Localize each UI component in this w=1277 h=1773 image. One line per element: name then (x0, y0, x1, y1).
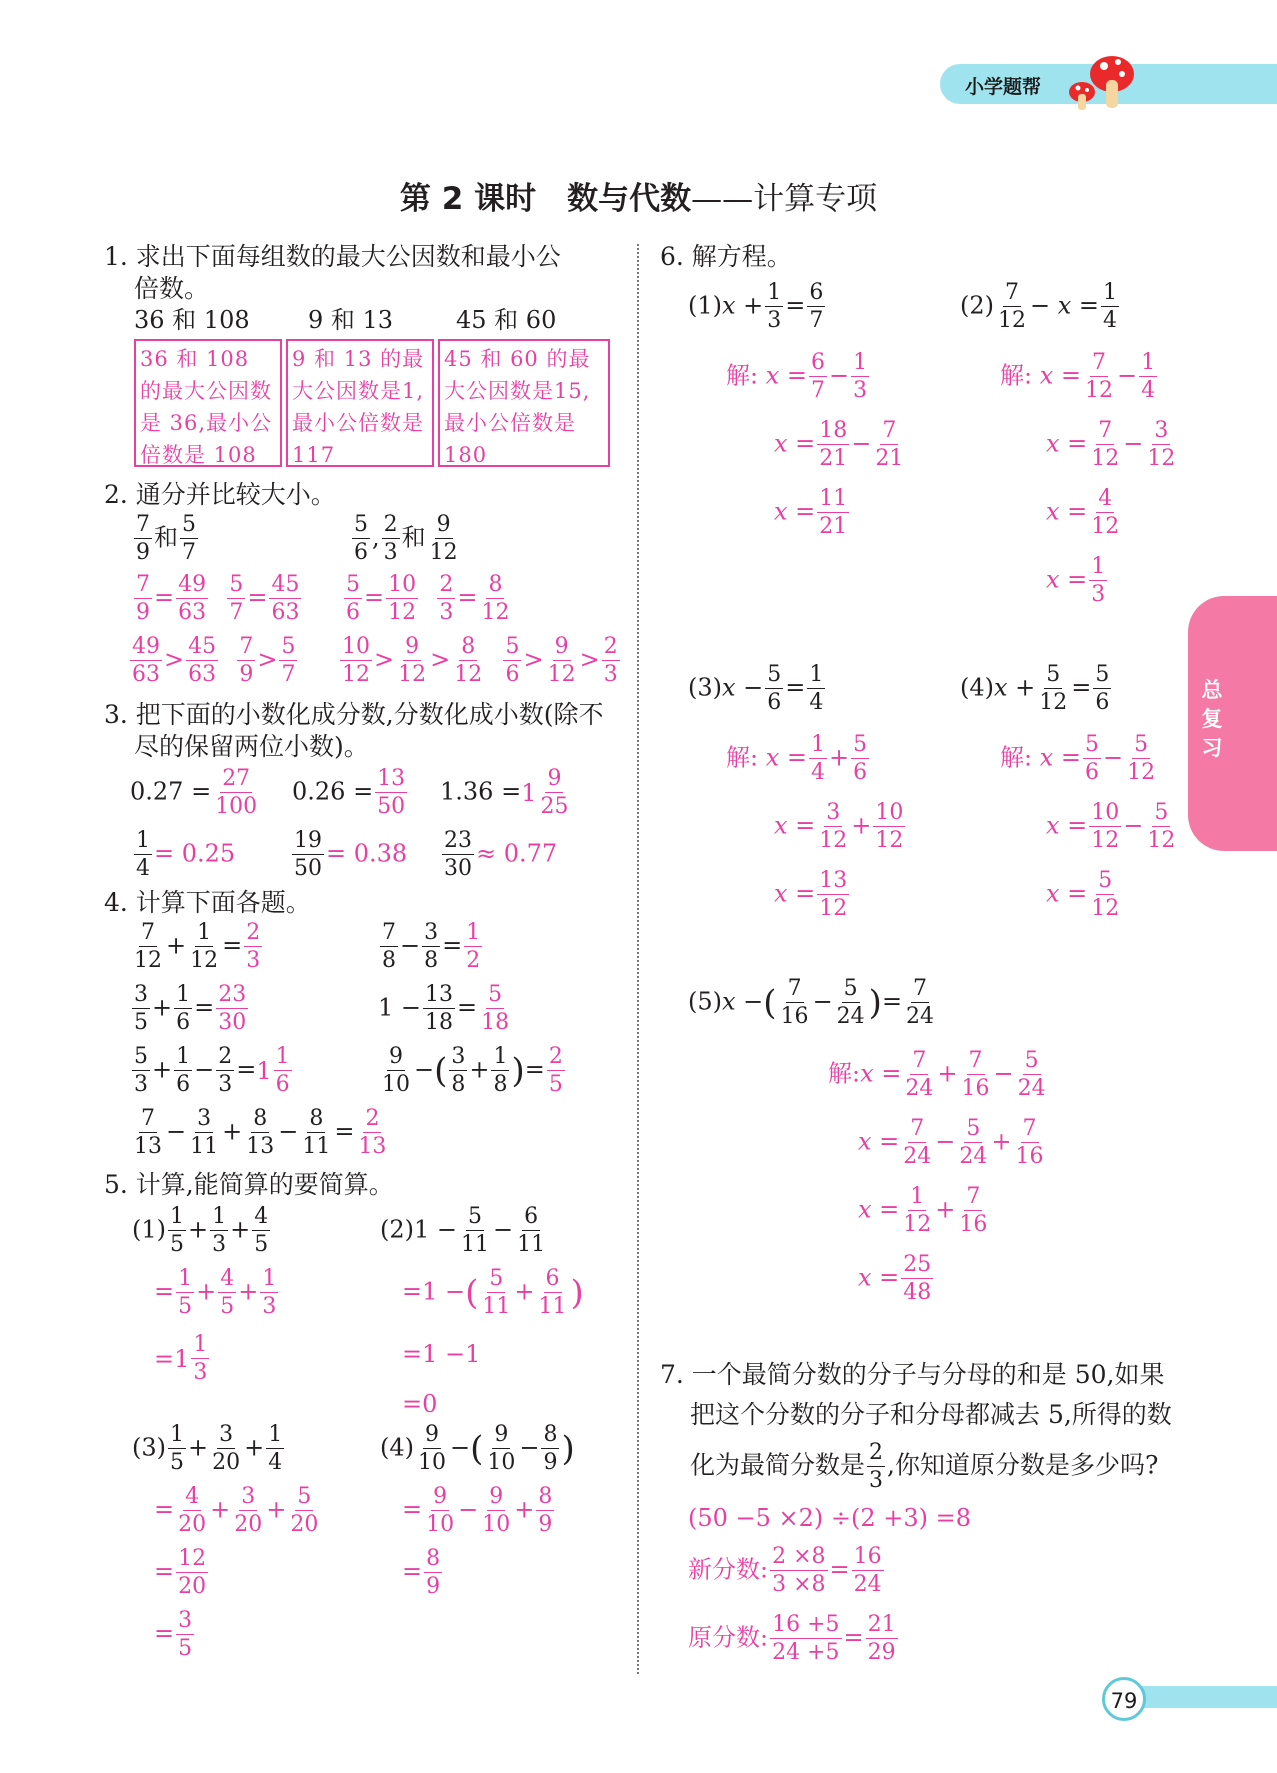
q6-5-step-2: x = $\frac{7}{24}$ − $\frac{5}{24}$ + $\frac{7}{16}$ (858, 1116, 1044, 1169)
q3-prompt-2: 尽的保留两位小数)。 (134, 732, 369, 761)
q3-item-1: 0.27 = $\frac{27}{100}$ (130, 766, 258, 819)
footer-band (1125, 1686, 1277, 1708)
q1-group-3: 45 和 60 (456, 306, 557, 334)
q6-1-step-1: 解: x = $\frac{6}{7}$ − $\frac{1}{3}$ (726, 350, 868, 403)
q6-2-step-3: x = $\frac{4}{12}$ (1046, 486, 1120, 539)
mushroom-icon (1060, 44, 1140, 114)
q5-item-4: (4) $\frac{9}{10}$ −( $\frac{9}{10}$ − $\frac{8}{9}$ ) (380, 1422, 575, 1475)
q4-item-5: $\frac{5}{3}$ + $\frac{1}{6}$ − $\frac{2}{3}$ = 1 1 6 (134, 1044, 290, 1097)
q4-item-6: $\frac{9}{10}$ −( $\frac{3}{8}$ + $\frac{1}{8}$ )= $\frac{2}{5}$ (382, 1044, 563, 1097)
q5-item-3: (3) $\frac{1}{5}$ + $\frac{3}{20}$ + $\frac{1}{4}$ (132, 1422, 283, 1475)
q6-5-step-4: x = $\frac{25}{48}$ (858, 1252, 932, 1305)
q6-eq-2: (2) $\frac{7}{12}$ − x = $\frac{1}{4}$ (960, 280, 1118, 333)
page-number: 79 (1110, 1689, 1138, 1713)
q4-prompt: 4. 计算下面各题。 (104, 888, 311, 917)
q1-group-2: 9 和 13 (308, 306, 394, 334)
q1-answer-3: 45 和 60 的最大公因数是15,最小公倍数是 180 (438, 339, 610, 467)
q2-prompt: 2. 通分并比较大小。 (104, 480, 336, 509)
q5-prompt: 5. 计算,能简算的要简算。 (104, 1170, 394, 1199)
q6-2-step-4: x = $\frac{1}{3}$ (1046, 554, 1106, 607)
q3-item-6: $\frac{23}{30}$ ≈ 0.77 (444, 828, 558, 881)
q4-item-2: $\frac{7}{8}$ − $\frac{3}{8}$ = $\frac{1}{2}$ (382, 920, 481, 973)
q1-group-1: 36 和 108 (134, 306, 250, 334)
q6-4-step-3: x = $\frac{5}{12}$ (1046, 868, 1120, 921)
q4-item-1: $\frac{7}{12}$ + $\frac{1}{12}$ = $\frac{2}{3}$ (134, 920, 261, 973)
title-main: 第 2 课时 数与代数 (399, 181, 692, 217)
q1-prompt-1: 1. 求出下面每组数的最大公因数和最小公 (104, 242, 561, 271)
q6-4-step-1: 解: x = $\frac{5}{6}$ − $\frac{5}{12}$ (1000, 732, 1156, 785)
q5-3-step-2: = $\frac{12}{20}$ (154, 1546, 207, 1599)
q5-2-step-3: =0 (402, 1390, 438, 1418)
q6-3-step-3: x = $\frac{13}{12}$ (774, 868, 848, 921)
q7-line-3: 化为最简分数是 $\frac{2}{3}$ ,你知道原分数是多少吗? (690, 1440, 1159, 1493)
q5-4-step-1: = $\frac{9}{10}$ − $\frac{9}{10}$ + $\frac{8}{9}$ (402, 1484, 553, 1537)
q2-answer-2b: $\frac{10}{12}$ > $\frac{9}{12}$ > $\frac{8}{12}$ $\frac{5}{6}$ > $\frac{9}{12}$ > $\frac{2}{3}$ (342, 634, 618, 687)
q6-eq-5: (5)x −( $\frac{7}{16}$ − $\frac{5}{24}$ )= $\frac{7}{24}$ (688, 976, 935, 1029)
q2-item-1: $\frac{7}{9}$ 和 $\frac{5}{7}$ (136, 512, 196, 565)
q5-1-step-2: =1 1 3 (154, 1332, 208, 1385)
q6-2-step-2: x = $\frac{7}{12}$ − $\frac{3}{12}$ (1046, 418, 1176, 471)
q6-eq-1: (1)x + $\frac{1}{3}$ = $\frac{6}{7}$ (688, 280, 824, 333)
q6-eq-3: (3)x − $\frac{5}{6}$ = $\frac{1}{4}$ (688, 662, 824, 715)
q6-1-step-2: x = $\frac{18}{21}$ − $\frac{7}{21}$ (774, 418, 904, 471)
q3-item-3: 1.36 = 1 9 25 (440, 766, 569, 819)
q6-5-step-3: x = $\frac{1}{12}$ + $\frac{7}{16}$ (858, 1184, 988, 1237)
q6-prompt: 6. 解方程。 (660, 242, 792, 271)
column-divider (637, 244, 639, 1674)
page-title (0, 173, 1277, 218)
title-sub: ——计算专项 (691, 181, 878, 217)
q3-item-5: $\frac{19}{50}$ = 0.38 (294, 828, 408, 881)
q2-item-2: $\frac{5}{6}$ , $\frac{2}{3}$ 和 $\frac{9}{12}$ (354, 512, 458, 565)
brand-label: 小学题帮 (965, 76, 1042, 98)
q2-answer-1a: $\frac{7}{9}$ = $\frac{49}{63}$ $\frac{5}{7}$ = $\frac{45}{63}$ (136, 572, 300, 625)
q6-3-step-1: 解: x = $\frac{1}{4}$ + $\frac{5}{6}$ (726, 732, 868, 785)
q4-item-7: $\frac{7}{13}$ − $\frac{3}{11}$ + $\frac{8}{13}$ − $\frac{8}{11}$ = $\frac{2}{13}$ (134, 1106, 387, 1159)
q5-2-step-2: =1 −1 (402, 1340, 481, 1368)
q1-prompt-2: 倍数。 (134, 274, 210, 303)
q3-item-4: $\frac{1}{4}$ = 0.25 (136, 828, 236, 881)
q3-prompt-1: 3. 把下面的小数化成分数,分数化成小数(除不 (104, 700, 604, 729)
q4-item-3: $\frac{3}{5}$ + $\frac{1}{6}$ = $\frac{23}{30}$ (134, 982, 247, 1035)
side-tab-label: 总复习 (1201, 678, 1223, 760)
q6-2-step-1: 解: x = $\frac{7}{12}$ − $\frac{1}{4}$ (1000, 350, 1156, 403)
q6-5-step-1: 解:x = $\frac{7}{24}$ + $\frac{7}{16}$ − $\frac{5}{24}$ (828, 1048, 1046, 1101)
q5-2-step-1: =1 −( $\frac{5}{11}$ + $\frac{6}{11}$ ) (402, 1266, 584, 1319)
q5-item-1: (1) $\frac{1}{5}$ + $\frac{1}{3}$ + $\frac{4}{5}$ (132, 1204, 269, 1257)
q6-3-step-2: x = $\frac{3}{12}$ + $\frac{10}{12}$ (774, 800, 904, 853)
q1-answer-2: 9 和 13 的最大公因数是1,最小公倍数是 117 (286, 339, 434, 467)
q7-line-2: 把这个分数的分子和分母都减去 5,所得的数 (690, 1400, 1172, 1429)
q7-calc: (50 −5 ×2) ÷(2 +3) =8 (688, 1504, 972, 1532)
q5-1-step-1: = $\frac{1}{5}$ + $\frac{4}{5}$ + $\frac{1}{3}$ (154, 1266, 277, 1319)
q7-original-fraction: 原分数: $\frac{16 +5}{24 +5}$ = $\frac{21}{29}$ (688, 1612, 896, 1665)
q5-item-2: (2)1 − $\frac{5}{11}$ − $\frac{6}{11}$ (380, 1204, 546, 1257)
q2-answer-2a: $\frac{5}{6}$ = $\frac{10}{12}$ $\frac{2}{3}$ = $\frac{8}{12}$ (346, 572, 510, 625)
q5-3-step-3: = $\frac{3}{5}$ (154, 1608, 193, 1661)
q7-new-fraction: 新分数: $\frac{2 \times 8}{3 \times 8}$ = $\frac{16}{24}$ (688, 1544, 882, 1597)
q7-line-1: 7. 一个最简分数的分子与分母的和是 50,如果 (660, 1360, 1165, 1389)
q1-answer-1: 36 和 108 的最大公因数是 36,最小公倍数是 108 (134, 339, 282, 467)
q5-3-step-1: = $\frac{4}{20}$ + $\frac{3}{20}$ + $\frac{5}{20}$ (154, 1484, 319, 1537)
q6-eq-4: (4)x + $\frac{5}{12}$ = $\frac{5}{6}$ (960, 662, 1110, 715)
q6-1-step-3: x = $\frac{11}{21}$ (774, 486, 848, 539)
q4-item-4: 1 − $\frac{13}{18}$ = $\frac{5}{18}$ (378, 982, 510, 1035)
q3-item-2: 0.26 = $\frac{13}{50}$ (292, 766, 406, 819)
q2-answer-1b: $\frac{49}{63}$ > $\frac{45}{63}$ $\frac{7}{9}$ > $\frac{5}{7}$ (132, 634, 296, 687)
q5-4-step-2: = $\frac{8}{9}$ (402, 1546, 441, 1599)
q6-4-step-2: x = $\frac{10}{12}$ − $\frac{5}{12}$ (1046, 800, 1176, 853)
